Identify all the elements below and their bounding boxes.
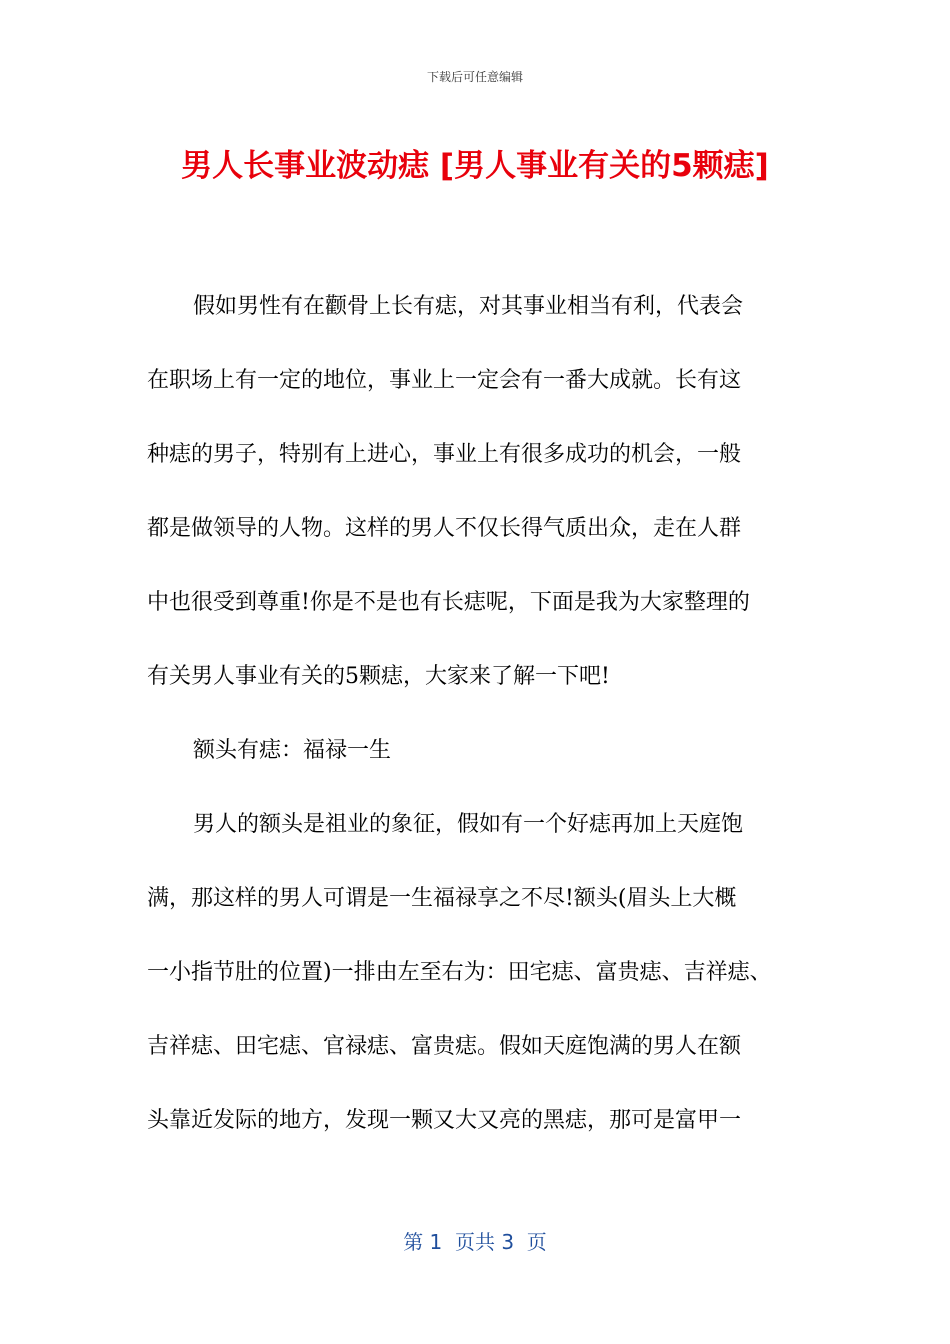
body-line: 头靠近发际的地方，发现一颗又大又亮的黑痣，那可是富甲一 (147, 1108, 742, 1133)
body-line: 吉祥痣、田宅痣、官禄痣、富贵痣。假如天庭饱满的男人在额 (147, 1034, 742, 1059)
body-line: 在职场上有一定的地位，事业上一定会有一番大成就。长有这 (147, 368, 742, 393)
body-line: 男人的额头是祖业的象征，假如有一个好痣再加上天庭饱 (193, 812, 744, 837)
body-line: 一小指节肚的位置)一排由左至右为：田宅痣、富贵痣、吉祥痣、 (147, 960, 772, 985)
page-number-footer: 第 1 页共 3 页 (403, 1230, 547, 1254)
body-line: 满，那这样的男人可谓是一生福禄享之不尽!额头(眉头上大概 (147, 886, 737, 911)
document-title: 男人长事业波动痣 [男人事业有关的5颗痣] (181, 148, 769, 184)
body-line: 都是做领导的人物。这样的男人不仅长得气质出众，走在人群 (147, 516, 742, 541)
body-line: 有关男人事业有关的5颗痣，大家来了解一下吧! (147, 664, 610, 689)
body-line: 中也很受到尊重!你是不是也有长痣呢，下面是我为大家整理的 (147, 590, 750, 615)
body-line: 种痣的男子，特别有上进心，事业上有很多成功的机会，一般 (147, 442, 742, 467)
section-heading: 额头有痣：福禄一生 (193, 738, 392, 763)
header-note: 下载后可任意编辑 (426, 70, 523, 84)
document-body (147, 270, 827, 1158)
body-line: 假如男性有在颧骨上长有痣，对其事业相当有利，代表会 (193, 294, 744, 319)
